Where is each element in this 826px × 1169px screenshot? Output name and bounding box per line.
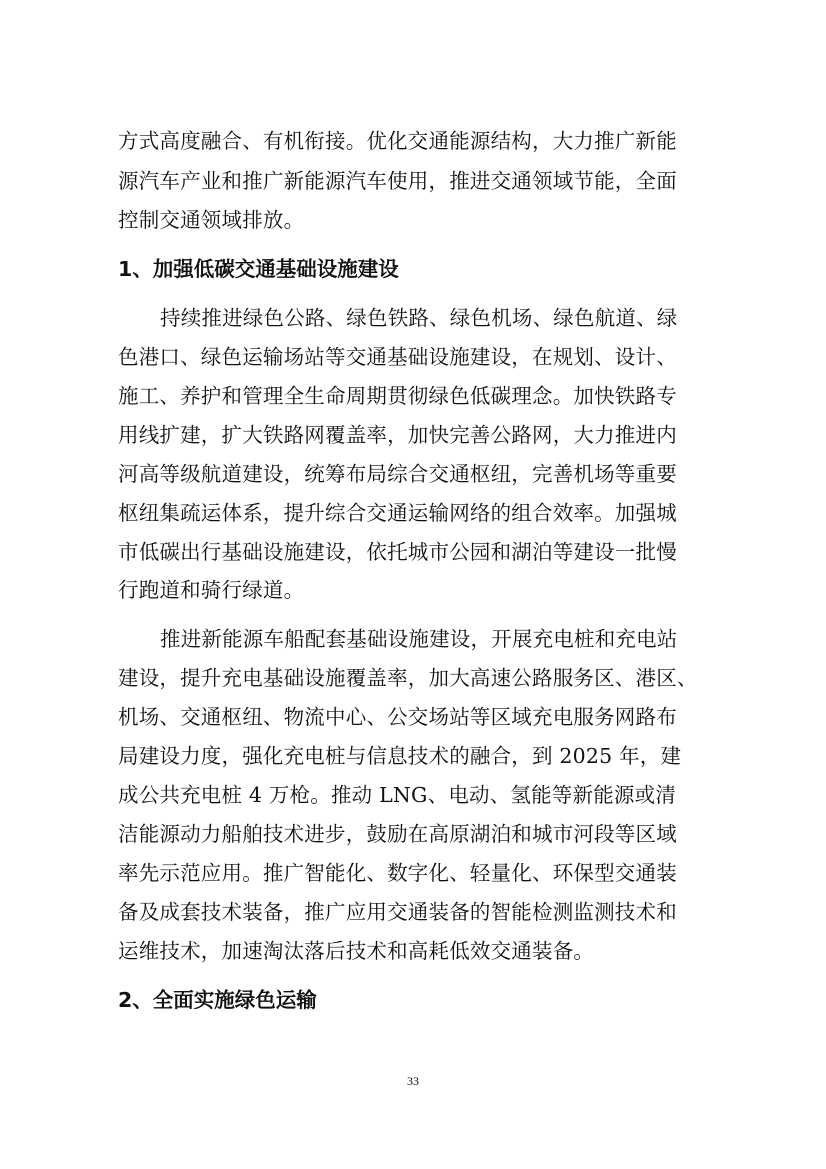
paragraph-line: 推进新能源车船配套基础设施建设，开展充电桩和充电站 (160, 627, 678, 651)
section-heading: 1、加强低碳交通基础设施建设 (118, 257, 399, 281)
paragraph-line: 色港口、绿色运输场站等交通基础设施建设，在规划、设计、 (118, 345, 677, 369)
paragraph-line: 行跑道和骑行绿道。 (118, 578, 305, 602)
paragraph-line: 局建设力度，强化充电桩与信息技术的融合，到 2025 年，建 (118, 744, 682, 768)
paragraph-line: 机场、交通枢纽、物流中心、公交场站等区域充电服务网路布 (118, 705, 677, 729)
paragraph-line: 建设，提升充电基础设施覆盖率，加大高速公路服务区、港区、 (118, 666, 698, 690)
paragraph-line: 用线扩建，扩大铁路网覆盖率，加快完善公路网，大力推进内 (118, 423, 677, 447)
paragraph-line: 河高等级航道建设，统筹布局综合交通枢纽，完善机场等重要 (118, 462, 677, 486)
paragraph-line: 持续推进绿色公路、绿色铁路、绿色机场、绿色航道、绿 (160, 306, 678, 330)
paragraph-line: 成公共充电桩 4 万枪。推动 LNG、电动、氢能等新能源或清 (118, 783, 677, 807)
paragraph-line: 率先示范应用。推广智能化、数字化、轻量化、环保型交通装 (118, 861, 677, 885)
paragraph-line: 控制交通领域排放。 (118, 208, 305, 232)
page-number: 33 (407, 1074, 419, 1088)
paragraph-line: 枢纽集疏运体系，提升综合交通运输网络的组合效率。加强城 (118, 501, 677, 525)
paragraph-line: 运维技术，加速淘汰落后技术和高耗低效交通装备。 (118, 939, 595, 963)
paragraph-line: 市低碳出行基础设施建设，依托城市公园和湖泊等建设一批慢 (118, 540, 677, 564)
section-heading: 2、全面实施绿色运输 (118, 988, 317, 1012)
paragraph-line: 备及成套技术装备，推广应用交通装备的智能检测监测技术和 (118, 900, 677, 924)
paragraph-line: 源汽车产业和推广新能源汽车使用，推进交通领域节能，全面 (118, 169, 677, 193)
paragraph-line: 施工、养护和管理全生命周期贯彻绿色低碳理念。加快铁路专 (118, 384, 677, 408)
paragraph-line: 方式高度融合、有机衔接。优化交通能源结构，大力推广新能 (118, 129, 677, 153)
paragraph-line: 洁能源动力船舶技术进步，鼓励在高原湖泊和城市河段等区域 (118, 822, 677, 846)
